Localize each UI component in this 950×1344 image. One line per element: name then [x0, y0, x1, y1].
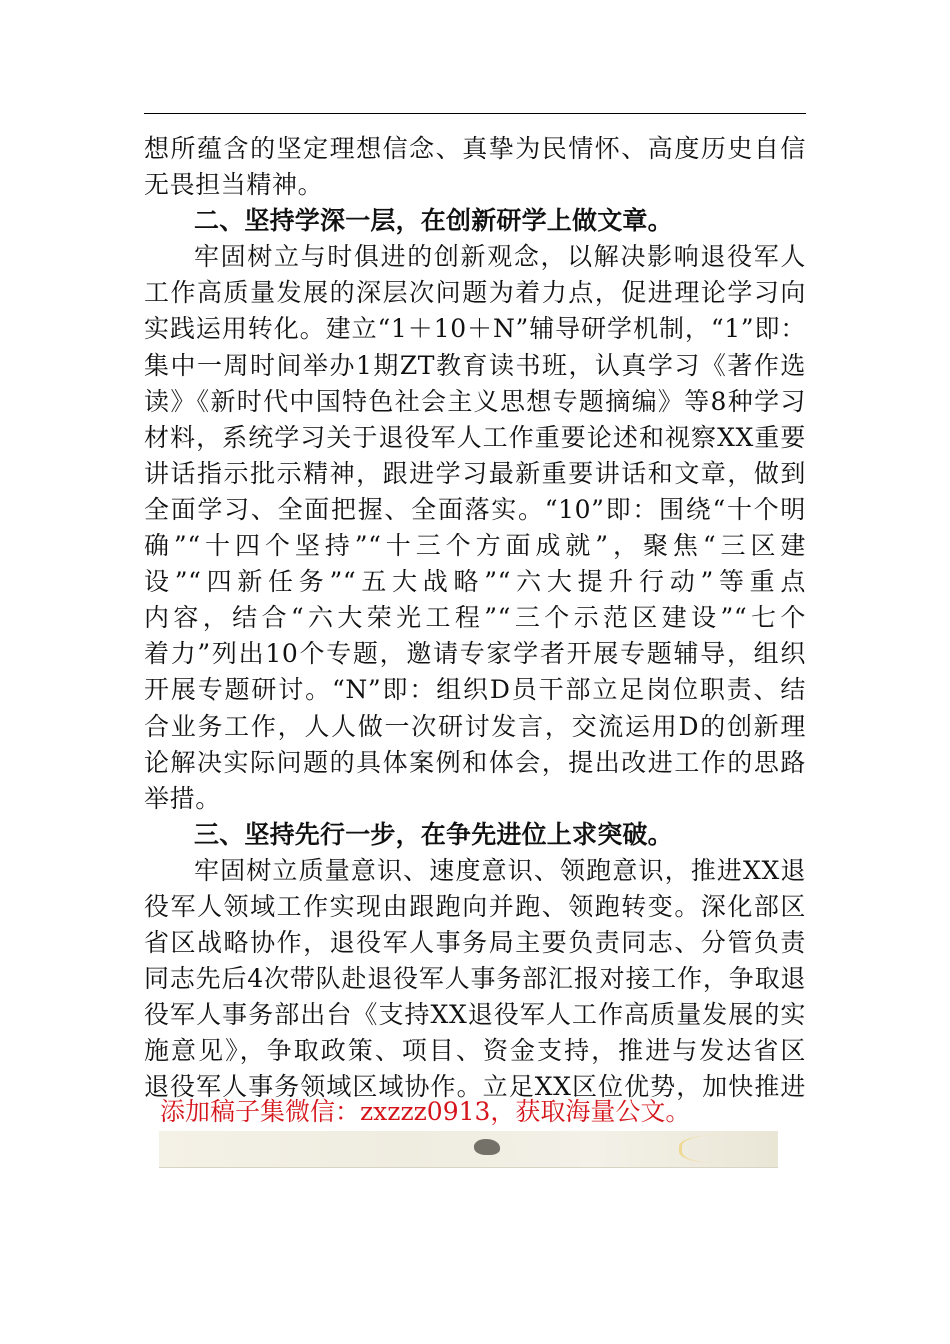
body-line: 确”“十四个坚持”“十三个方面成就”，聚焦“三区建 [144, 531, 806, 561]
body-line: 实践运用转化。建立“1＋10＋N”辅导研学机制，“1”即： [144, 314, 806, 344]
body-line: 设”“四新任务”“五大战略”“六大提升行动”等重点 [144, 567, 806, 597]
wave-decoration [679, 1135, 772, 1163]
section-heading-2: 二、坚持学深一层，在创新研学上做文章。 [194, 206, 673, 236]
footer-banner-image [159, 1131, 778, 1168]
body-line: 退役军人事务领域区域协作。立足XX区位优势，加快推进 [144, 1072, 806, 1102]
body-line: 着力”列出10个专题，邀请专家学者开展专题辅导，组织 [144, 639, 806, 669]
body-line: 省区战略协作，退役军人事务局主要负责同志、分管负责 [144, 928, 806, 958]
body-line: 论解决实际问题的具体案例和体会，提出改进工作的思路 [144, 747, 806, 777]
body-line: 无畏担当精神。 [144, 170, 324, 200]
body-line: 举措。 [144, 783, 221, 813]
body-line: 同志先后4次带队赴退役军人事务部汇报对接工作，争取退 [144, 964, 806, 994]
body-line: 工作高质量发展的深层次问题为着力点，促进理论学习向 [144, 278, 806, 308]
body-line: 役军人事务部出台《支持XX退役军人工作高质量发展的实 [144, 1000, 806, 1030]
document-body [144, 131, 806, 1106]
body-line: 役军人领域工作实现由跟跑向并跑、领跑转变。深化部区 [144, 891, 806, 921]
body-line: 材料，系统学习关于退役军人工作重要论述和视察XX重要 [144, 422, 806, 452]
body-line: 牢固树立质量意识、速度意识、领跑意识，推进XX退 [194, 855, 806, 885]
body-line: 合业务工作，人人做一次研讨发言，交流运用D的创新理 [144, 711, 806, 741]
body-line: 全面学习、全面把握、全面落实。“10”即：围绕“十个明 [144, 494, 806, 524]
body-line: 想所蕴含的坚定理想信念、真挚为民情怀、高度历史自信 [144, 134, 806, 163]
body-line: 内容，结合“六大荣光工程”“三个示范区建设”“七个 [144, 603, 806, 633]
body-line: 施意见》，争取政策、项目、资金支持，推进与发达省区 [144, 1036, 806, 1066]
body-line: 开展专题研讨。“N”即：组织D员干部立足岗位职责、结 [144, 675, 806, 705]
body-line: 读》《新时代中国特色社会主义思想专题摘编》等8种学习 [144, 386, 806, 416]
promo-text: 添加稿子集微信：zxzzz0913，获取海量公文。 [160, 1097, 691, 1126]
body-line: 牢固树立与时俱进的创新观念，以解决影响退役军人 [194, 242, 806, 272]
body-line: 讲话指示批示精神，跟进学习最新重要讲话和文章，做到 [144, 458, 806, 488]
header-rule [144, 113, 806, 114]
body-line: 集中一周时间举办1期ZT教育读书班，认真学习《著作选 [144, 350, 806, 380]
bird-decoration [474, 1139, 500, 1155]
section-heading-3: 三、坚持先行一步，在争先进位上求突破。 [194, 819, 673, 849]
